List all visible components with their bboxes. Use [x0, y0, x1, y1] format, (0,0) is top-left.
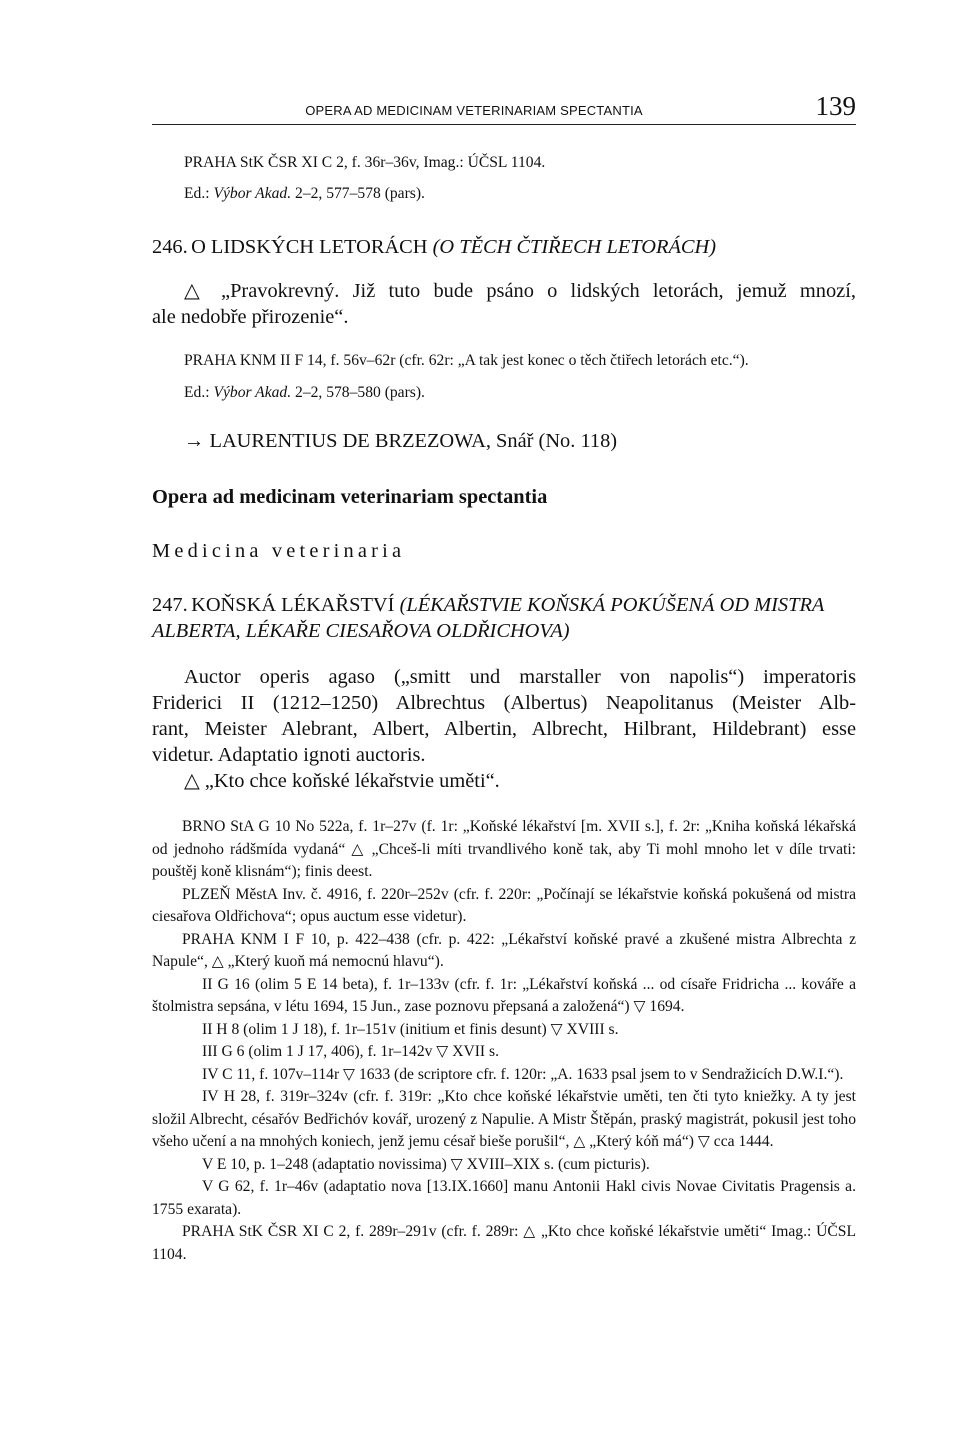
ms-entry: V E 10, p. 1–248 (adaptatio novissima) ▽ XVIII–XIX s. (cum picturis).	[202, 1155, 650, 1173]
entry-title-alt-1: (LÉKAŘSTVIE KOŇSKÁ POKÚŠENÁ OD MISTRA	[399, 594, 825, 616]
manuscript-list	[152, 816, 856, 1266]
ms-entry: PLZEŇ MěstA Inv. č. 4916, f. 220r–252v (cfr. f. 220r: „Počínají se lékařstvie koňská pokušená od mistra ciesařova Oldřichova“; opus auctum esse videtur).	[152, 885, 856, 925]
entry-title: O LIDSKÝCH LETORÁCH	[191, 236, 428, 258]
intro-line-4: videtur. Adaptatio ignoti auctoris.	[152, 744, 426, 766]
ms-entry: II H 8 (olim 1 J 18), f. 1r–151v (initium et finis desunt) ▽ XVIII s.	[202, 1020, 619, 1038]
subsection-title: Medicina veterinaria	[152, 540, 406, 562]
page-number: 139	[815, 91, 856, 121]
cross-reference: → LAURENTIUS DE BRZEZOWA, Snář (No. 118)	[184, 430, 618, 452]
incipit-line-1: △ „Pravokrevný. Již tuto bude psáno o lidských letorách, jemuž mnozí,	[184, 280, 856, 302]
ms-entry: BRNO StA G 10 No 522a, f. 1r–27v (f. 1r: „Koňské lékařství [m. XVII s.], f. 2r: „Kniha koňská lékařská od jednoho rádšmída vydaná“ △ „Chceš-li míti trvandlivého koně tak, aby Ti mohl mnoho let v díle trvati: pouštěj koně klisnám“); finis deest.	[152, 818, 856, 880]
ms-entry: IV H 28, f. 319r–324v (cfr. f. 319r: „Kto chce koňské lékařstvie uměti, ten čti tyto kniežky. A ty jest složil Albrecht, césařóv Bedřichóv kovář, urozený z Napulie. A Mistr Štěpán, praský magistrát, pokusil jest toho všeho učení a na mnohých koniech, jenž jemu césař bieše porušil“, △ „Který kóň má“) ▽ cca 1444.	[152, 1088, 856, 1150]
entry-246-incipit	[152, 278, 856, 330]
intro-line-2: Friderici II (1212–1250) Albrechtus (Albertus) Neapolitanus (Meister Alb-	[152, 692, 856, 714]
ms-entry: PRAHA KNM I F 10, p. 422–438 (cfr. p. 422: „Lékařství koňské pravé a zkušené mistra Albrechta z Napule“, △ „Který kuoň má nemocnú hlavu“).	[152, 930, 856, 970]
entry-247-heading	[152, 592, 856, 644]
ms-entry: V G 62, f. 1r–46v (adaptatio nova [13.IX.1660] manu Antonii Hakl civis Novae Civitatis Pragensis a. 1755 exarata).	[152, 1178, 856, 1218]
incipit: △ „Kto chce koňské lékařstvie uměti“.	[184, 770, 500, 792]
ed-line: Ed.: Výbor Akad. 2–2, 578–580 (pars).	[184, 383, 425, 401]
ms-entry: III G 6 (olim 1 J 17, 406), f. 1r–142v ▽ XVII s.	[202, 1043, 499, 1060]
intro-line-3: rant, Meister Alebrant, Albert, Albertin, Albrecht, Hilbrant, Hildebrant) esse	[152, 718, 856, 740]
entry-246-heading	[152, 234, 856, 260]
entry-title-alt-2: ALBERTA, LÉKAŘE CIESAŘOVA OLDŘICHOVA)	[152, 620, 570, 642]
top-reference	[184, 152, 856, 205]
ms-entry: II G 16 (olim 5 E 14 beta), f. 1r–133v (cfr. f. 1r: „Lékařství koňská ... od císaře Fridricha ... kováře a štolmistra sepsána, v létu 1694, 15 Jun., zase poznovu přepsaná a založená“) ▽ 1694.	[152, 975, 856, 1015]
entry-number: 247.	[152, 594, 188, 616]
entry-title: KOŇSKÁ LÉKAŘSTVÍ	[191, 594, 395, 616]
intro-line-1: Auctor operis agaso („smitt und marstaller von napolis“) imperatoris	[184, 666, 856, 688]
section-title: Opera ad medicinam veterinariam spectantia	[152, 486, 548, 508]
running-header	[152, 92, 856, 125]
ms-entry: PRAHA StK ČSR XI C 2, f. 289r–291v (cfr. f. 289r: △ „Kto chce koňské lékařstvie uměti“ Imag.: ÚČSL 1104.	[152, 1223, 856, 1263]
entry-247-intro	[152, 664, 856, 794]
top-ed-line: Ed.: Výbor Akad. 2–2, 577–578 (pars).	[184, 184, 425, 202]
entry-title-alt: (O TĚCH ČTIŘECH LETORÁCH)	[432, 236, 717, 258]
entry-number: 246.	[152, 236, 188, 258]
top-ms-line: PRAHA StK ČSR XI C 2, f. 36r–36v, Imag.: ÚČSL 1104.	[184, 154, 546, 171]
entry-246-refs	[184, 350, 856, 404]
ms-entry: IV C 11, f. 107v–114r ▽ 1633 (de scriptore cfr. f. 120r: „A. 1633 psal jsem to v Sendražicích D.W.I.“).	[202, 1065, 844, 1083]
header-title: OPERA AD MEDICINAM VETERINARIAM SPECTANTIA	[305, 103, 643, 118]
ms-line: PRAHA KNM II F 14, f. 56v–62r (cfr. 62r: „A tak jest konec o těch čtiřech letorách etc.“).	[184, 352, 749, 369]
incipit-line-2: ale nedobře přirozenie“.	[152, 306, 349, 328]
